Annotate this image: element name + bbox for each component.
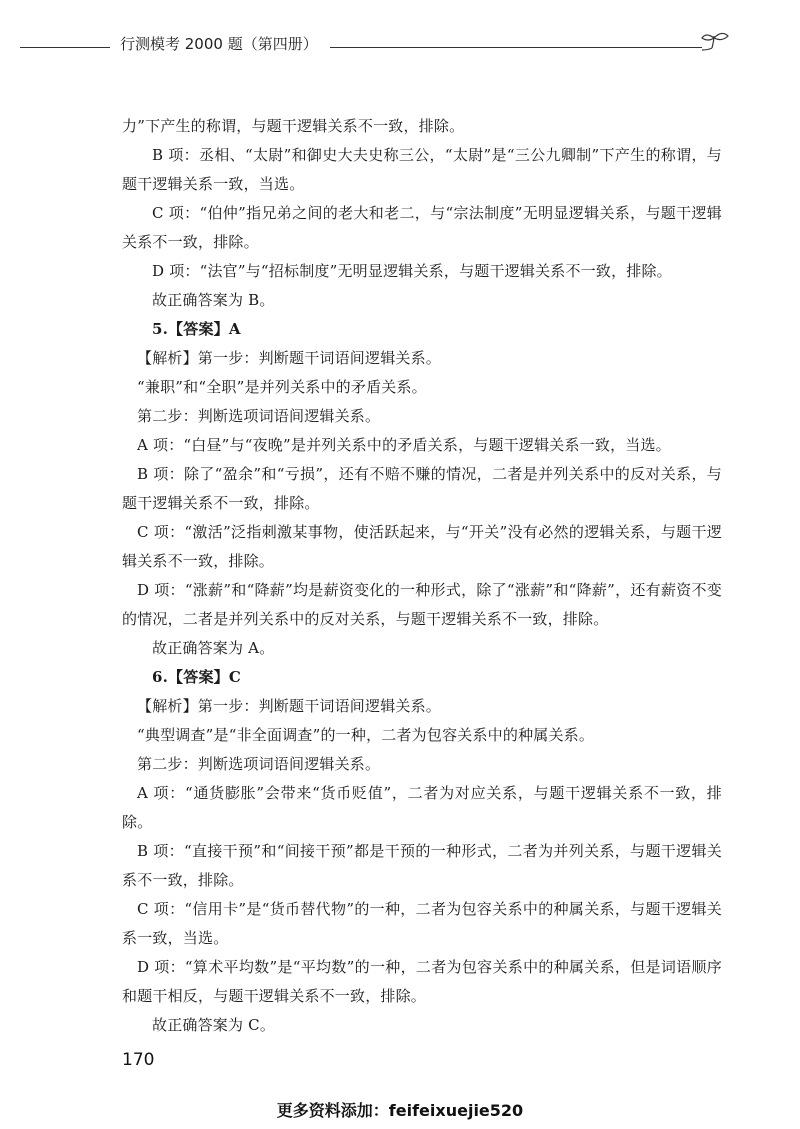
paragraph: 故正确答案为 B。: [152, 291, 275, 309]
paragraph: D 项：“法官”与“招标制度”无明显逻辑关系，与题干逻辑关系不一致，排除。: [152, 262, 672, 280]
paragraph: 故正确答案为 C。: [152, 1016, 276, 1034]
paragraph: “兼职”和“全职”是并列关系中的矛盾关系。: [137, 378, 427, 396]
paragraph: 第二步：判断选项词语间逻辑关系。: [137, 755, 381, 773]
paragraph: 力”下产生的称谓，与题干逻辑关系不一致，排除。: [122, 117, 465, 135]
paragraph: B 项：丞相、“太尉”和御史大夫史称三公，“太尉”是“三公九卿制”下产生的称谓，与题干逻辑关系一致，当选。: [122, 146, 722, 193]
book-title: 行测模考 2000 题（第四册）: [120, 35, 318, 53]
paragraph: C 项：“伯仲”指兄弟之间的老大和老二，与“宗法制度”无明显逻辑关系，与题干逻辑关系不一致，排除。: [122, 204, 722, 251]
paragraph: 故正确答案为 A。: [152, 639, 275, 657]
analysis-heading: 【解析】第一步：判断题干词语间逻辑关系。: [137, 349, 442, 367]
paragraph: C 项：“信用卡”是“货币替代物”的一种，二者为包容关系中的种属关系，与题干逻辑关系一致，当选。: [122, 900, 722, 947]
paragraph: “典型调查”是“非全面调查”的一种，二者为包容关系中的种属关系。: [137, 726, 595, 744]
sprout-icon: [700, 30, 732, 54]
answer-heading: 5.【答案】A: [152, 320, 241, 338]
page-number: 170: [122, 1050, 155, 1070]
paragraph: D 项：“算术平均数”是“平均数”的一种，二者为包容关系中的种属关系，但是词语顺序和题干相反，与题干逻辑关系不一致，排除。: [122, 958, 722, 1005]
paragraph: A 项：“通货膨胀”会带来“货币贬值”，二者为对应关系，与题干逻辑关系不一致，排除。: [122, 784, 722, 831]
page-body: [122, 112, 722, 1040]
paragraph: B 项：“直接干预”和“间接干预”都是干预的一种形式，二者为并列关系，与题干逻辑关系不一致，排除。: [122, 842, 722, 889]
paragraph: A 项：“白昼”与“夜晚”是并列关系中的矛盾关系，与题干逻辑关系一致，当选。: [137, 436, 671, 454]
paragraph: 第二步：判断选项词语间逻辑关系。: [137, 407, 381, 425]
paragraph: B 项：除了“盈余”和“亏损”，还有不赔不赚的情况，二者是并列关系中的反对关系，与题干逻辑关系不一致，排除。: [122, 465, 722, 512]
footer-note: 更多资料添加：feifeixuejie520: [276, 1101, 524, 1120]
answer-heading: 6.【答案】C: [152, 668, 241, 686]
running-header: [20, 30, 720, 60]
header-rule-right: [330, 47, 702, 48]
paragraph: C 项：“激活”泛指刺激某事物，使活跃起来，与“开关”没有必然的逻辑关系，与题干逻辑关系不一致，排除。: [122, 523, 722, 570]
analysis-heading: 【解析】第一步：判断题干词语间逻辑关系。: [137, 697, 442, 715]
header-rule-left: [20, 47, 110, 48]
paragraph: D 项：“涨薪”和“降薪”均是薪资变化的一种形式，除了“涨薪”和“降薪”，还有薪资不变的情况，二者是并列关系中的反对关系，与题干逻辑关系不一致，排除。: [122, 581, 722, 628]
